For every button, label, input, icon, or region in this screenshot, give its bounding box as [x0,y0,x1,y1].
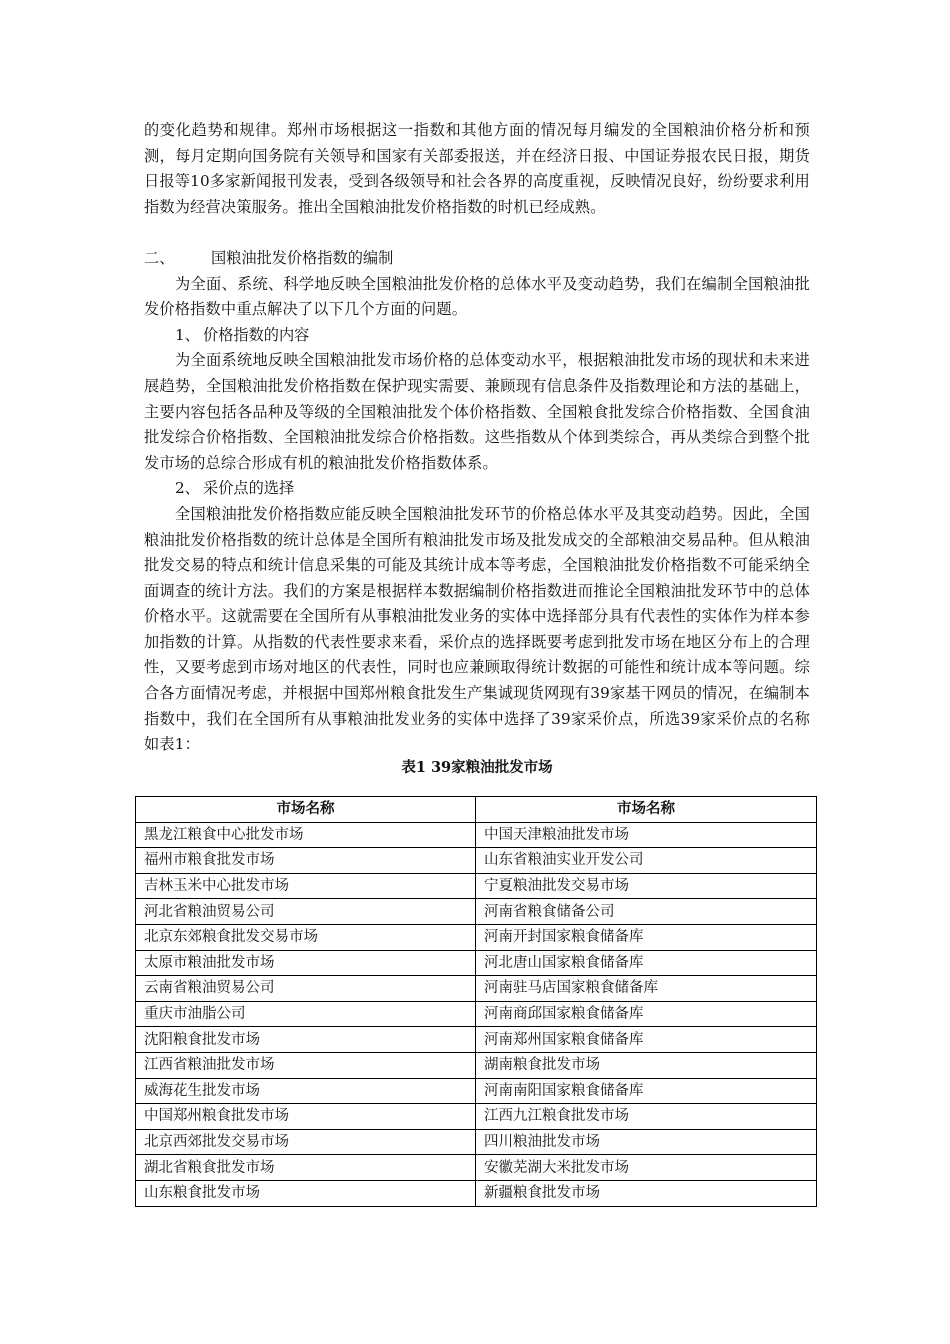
table-cell: 河南省粮食储备公司 [476,899,817,925]
table-cell: 河北唐山国家粮食储备库 [476,950,817,976]
table-cell: 河南驻马店国家粮食储备库 [476,976,817,1002]
section-title: 国粮油批发价格指数的编制 [211,248,394,267]
table-cell: 河南开封国家粮食储备库 [476,924,817,950]
table-cell: 宁夏粮油批发交易市场 [476,873,817,899]
table-row [136,976,817,1002]
table-cell: 安徽芜湖大米批发市场 [476,1155,817,1181]
table-cell: 山东省粮油实业开发公司 [476,848,817,874]
column-header: 市场名称 [136,797,476,823]
table-body [136,822,817,1206]
blank-line [144,220,810,246]
subsection-number-1: 1、 [175,325,200,344]
subsection-number-2: 2、 [175,479,200,498]
table-cell: 福州市粮食批发市场 [136,848,476,874]
table-row [136,899,817,925]
table-cell: 河南商邱国家粮食储备库 [476,1001,817,1027]
table-row [136,1155,817,1181]
table-cell: 河北省粮油贸易公司 [136,899,476,925]
table-cell: 四川粮油批发市场 [476,1129,817,1155]
subsection-title-2: 采价点的选择 [203,479,295,498]
table-row [136,1129,817,1155]
table-cell: 新疆粮食批发市场 [476,1180,817,1206]
table-cell: 太原市粮油批发市场 [136,950,476,976]
table-row [136,873,817,899]
subsection-body-2: 全国粮油批发价格指数应能反映全国粮油批发环节的价格总体水平及其变动趋势。因此，全国粮油批发价格指数的统计总体是全国所有粮油批发市场及批发成交的全部粮油交易品种。但从粮油批发交易的特点和统计信息采集的可能及其统计成本等考虑，全国粮油批发价格指数不可能采纳全面调查的统计方法。我们的方案是根据样本数据编制价格指数进而推论全国粮油批发环节中的总体价格水平。这就需要在全国所有从事粮油批发业务的实体中选择部分具有代表性的实体作为样本参加指数的计算。从指数的代表性要求来看，采价点的选择既要考虑到批发市场在地区分布上的合理性，又要考虑到市场对地区的代表性，同时也应兼顾取得统计数据的可能性和统计成本等问题。综合各方面情况考虑，并根据中国郑州粮食批发生产集诚现货网现有39家基干网员的情况，在编制本指数中，我们在全国所有从事粮油批发业务的实体中选择了39家采价点，所选39家采价点的名称如表1： [144,504,811,754]
table-row [136,1078,817,1104]
table-cell: 湖北省粮食批发市场 [136,1155,476,1181]
subsection-title-1: 价格指数的内容 [203,325,310,344]
table-cell: 山东粮食批发市场 [136,1180,476,1206]
section-number: 二、 [144,248,175,267]
table-cell: 河南郑州国家粮食储备库 [476,1027,817,1053]
table-cell: 黑龙江粮食中心批发市场 [136,822,476,848]
table-cell: 威海花生批发市场 [136,1078,476,1104]
table-cell: 江西九江粮食批发市场 [476,1104,817,1130]
column-header: 市场名称 [476,797,817,823]
table-row [136,950,817,976]
table-row [136,924,817,950]
table-cell: 中国天津粮油批发市场 [476,822,817,848]
table-row [136,1052,817,1078]
table-cell: 江西省粮油批发市场 [136,1052,476,1078]
table-row [136,1001,817,1027]
table-row [136,1027,817,1053]
subsection-heading-1 [144,323,810,349]
document-body [144,118,810,778]
intro-paragraph: 的变化趋势和规律。郑州市场根据这一指数和其他方面的情况每月编发的全国粮油价格分析和预测，每月定期向国务院有关领导和国家有关部委报送，并在经济日报、中国证券报农民日报，期货日报等10多家新闻报刊发表，受到各级领导和社会各界的高度重视，反映情况良好，纷纷要求利用指数为经营决策服务。推出全国粮油批发价格指数的时机已经成熟。 [144,121,811,216]
table-cell: 中国郑州粮食批发市场 [136,1104,476,1130]
table-cell: 沈阳粮食批发市场 [136,1027,476,1053]
table-cell: 河南南阳国家粮食储备库 [476,1078,817,1104]
table-cell: 重庆市油脂公司 [136,1001,476,1027]
section-intro: 为全面、系统、科学地反映全国粮油批发价格的总体水平及变动趋势，我们在编制全国粮油批发价格指数中重点解决了以下几个方面的问题。 [144,274,810,319]
table-row [136,848,817,874]
table-row [136,822,817,848]
table-caption: 表1 39家粮油批发市场 [401,758,553,776]
table-row [136,1180,817,1206]
table-row [136,1104,817,1130]
table-cell: 北京西郊批发交易市场 [136,1129,476,1155]
table-cell: 湖南粮食批发市场 [476,1052,817,1078]
table-cell: 北京东郊粮食批发交易市场 [136,924,476,950]
table-cell: 云南省粮油贸易公司 [136,976,476,1002]
subsection-heading-2 [144,476,810,502]
subsection-body-1: 为全面系统地反映全国粮油批发市场价格的总体变动水平，根据粮油批发市场的现状和未来进展趋势，全国粮油批发价格指数在保护现实需要、兼顾现有信息条件及指数理论和方法的基础上，主要内容包括各品种及等级的全国粮油批发个体价格指数、全国粮食批发综合价格指数、全国食油批发综合价格指数、全国粮油批发综合价格指数。这些指数从个体到类综合，再从类综合到整个批发市场的总综合形成有机的粮油批发价格指数体系。 [144,351,810,472]
markets-table [135,796,817,1207]
table-cell: 吉林玉米中心批发市场 [136,873,476,899]
section-heading [144,246,810,272]
table-header-row [136,797,817,823]
